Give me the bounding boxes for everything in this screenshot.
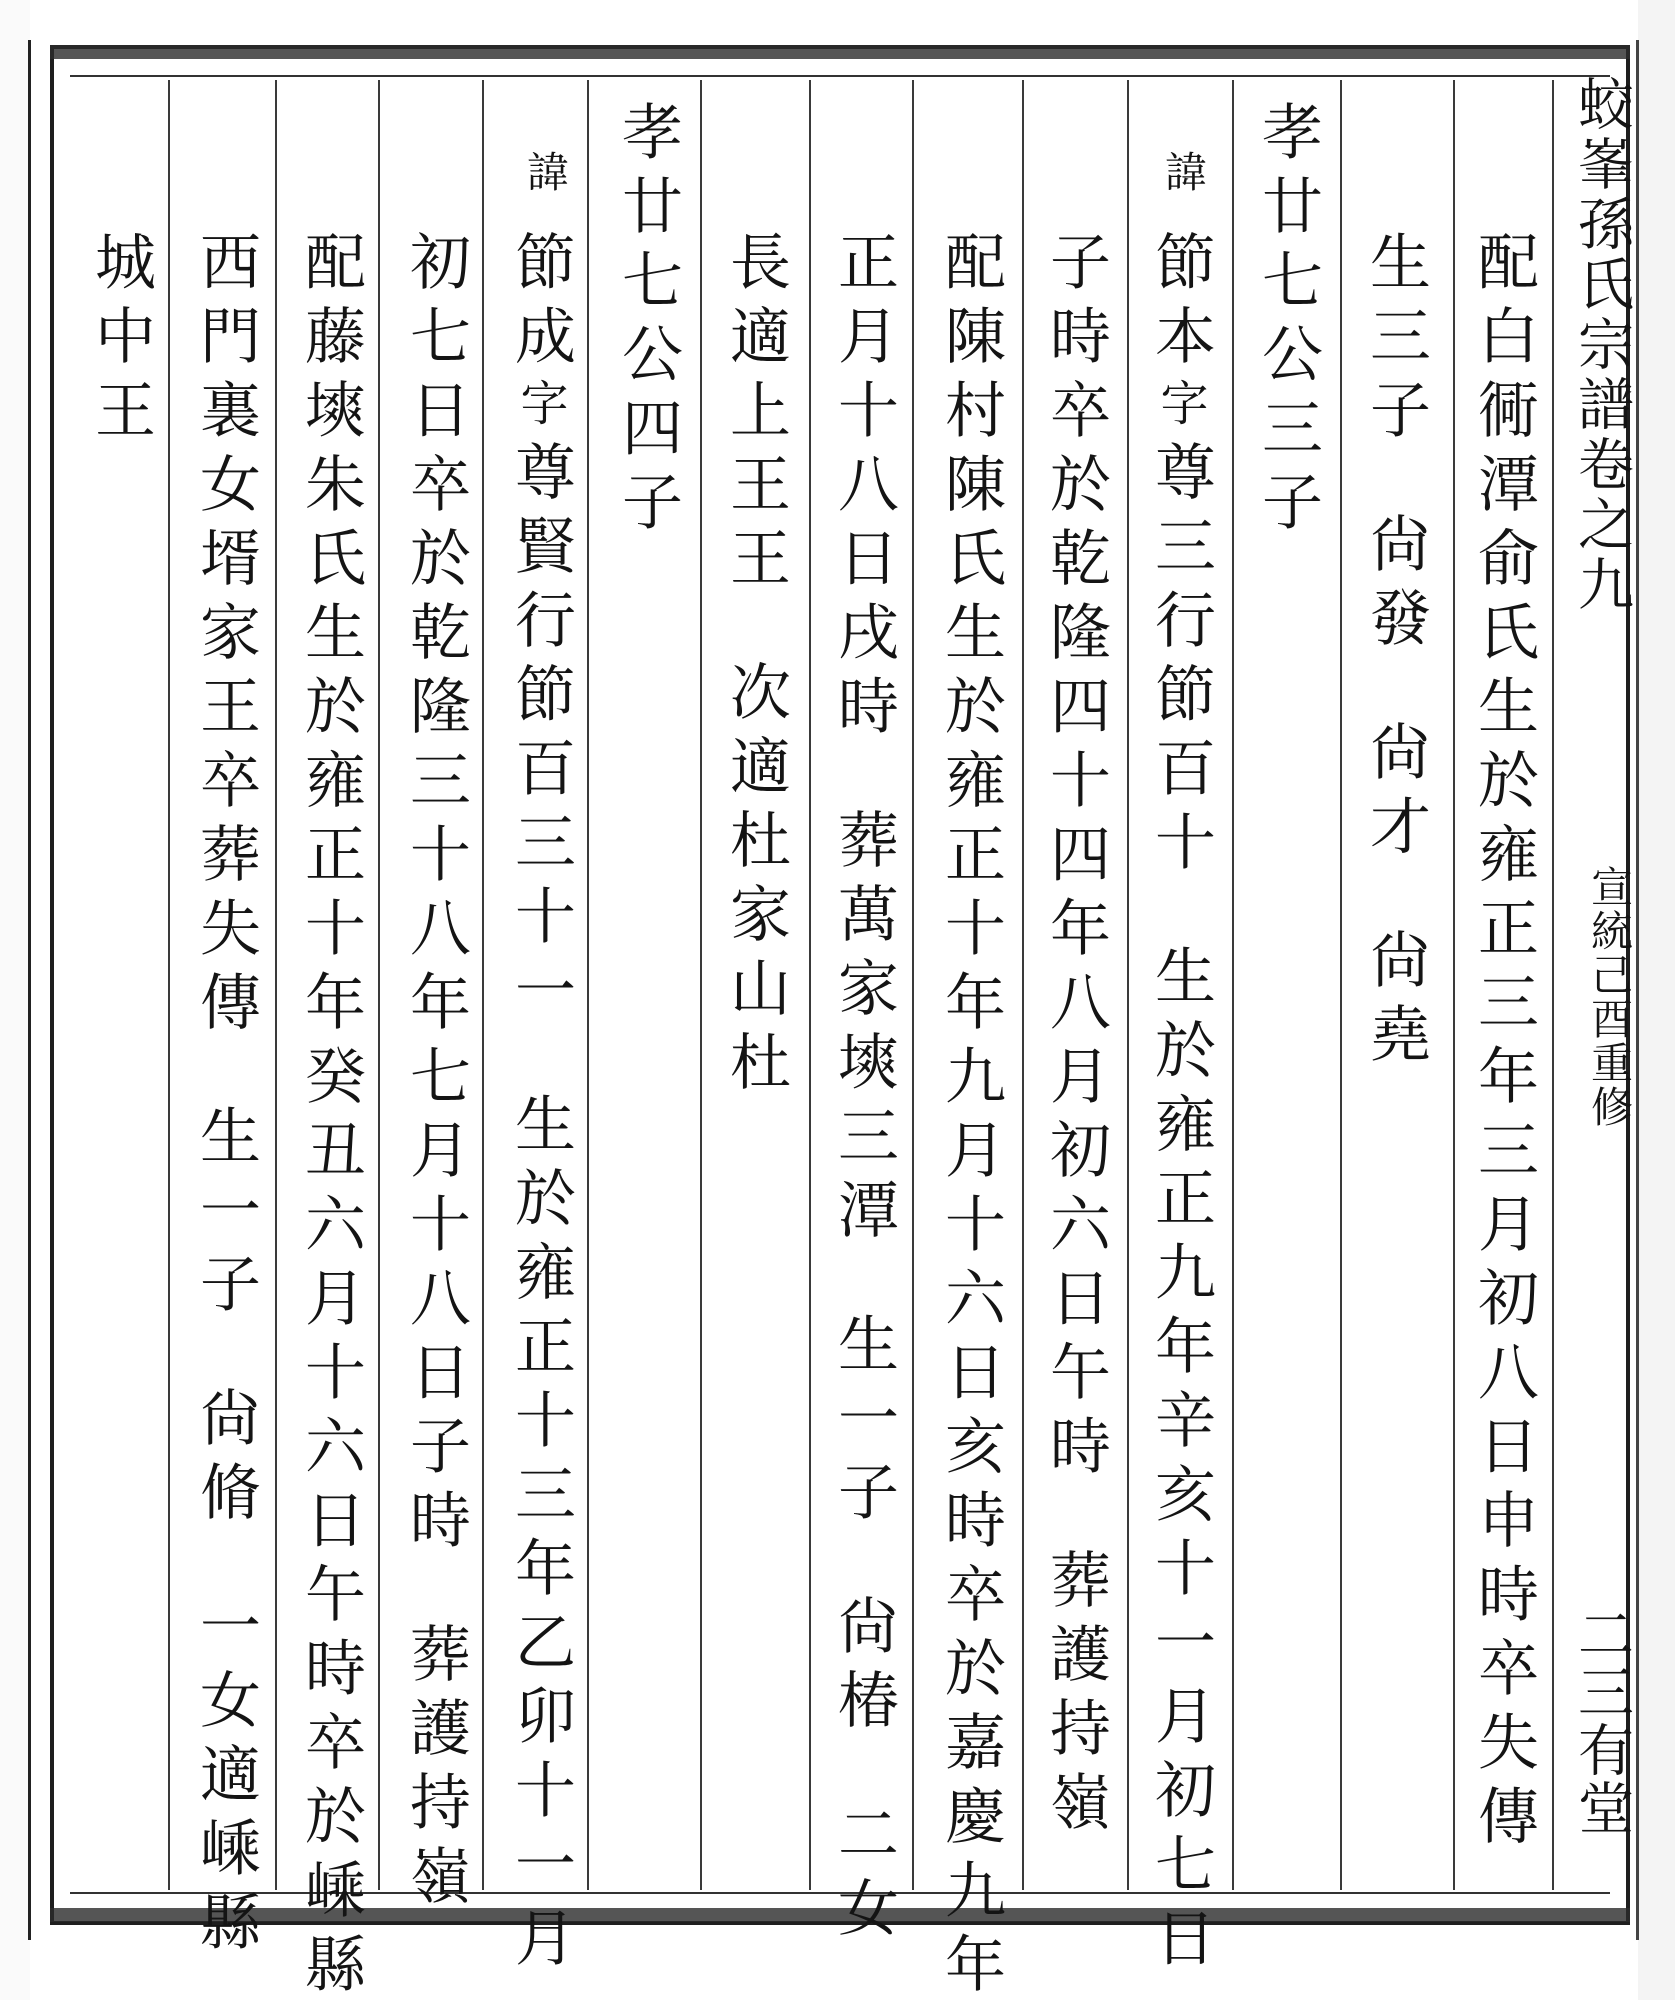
folio-label	[1566, 1605, 1636, 1837]
text-column: 配藤塽朱氏生於雍正十年癸丑六月十六日午時卒於嵊縣	[295, 230, 366, 2006]
child-name: 尙才	[1360, 720, 1431, 868]
column-rule	[482, 80, 484, 1890]
text-segment: 長適上王王	[720, 230, 791, 600]
book-title-text: 蛟峯孫氏宗譜	[1569, 75, 1634, 435]
column-rule	[275, 80, 277, 1890]
column-rule	[378, 80, 380, 1890]
top-border	[50, 45, 1630, 59]
text-segment: 生一子	[828, 1312, 899, 1534]
text-segment: 西門裏女壻家王卒葬失傳	[190, 230, 261, 1044]
courtesy-marker: 字	[1152, 378, 1208, 440]
text-column	[510, 150, 580, 198]
taboo-name-marker: 諱	[521, 150, 570, 198]
text-segment: 正月十八日戌時	[828, 230, 899, 748]
text-column	[720, 230, 790, 1104]
taboo-name-marker: 諱	[1159, 150, 1208, 198]
page-edge-line	[1636, 40, 1639, 1940]
given-name: 節本	[1145, 230, 1216, 378]
column-rule	[168, 80, 170, 1890]
margin-strip	[1560, 75, 1634, 1895]
text-column	[1148, 150, 1218, 198]
given-name: 節成	[505, 230, 576, 378]
column-rule	[587, 80, 589, 1890]
burial-place: 葬萬家塽三潭	[828, 808, 899, 1252]
column-rule	[1232, 80, 1234, 1890]
text-column	[505, 230, 575, 1980]
folio-number: 二	[1569, 1605, 1634, 1663]
child-name: 尙椿	[828, 1594, 899, 1742]
text-segment: 生三子	[1360, 230, 1431, 452]
column-rule	[809, 80, 811, 1890]
text-segment: 初七日卒於乾隆三十八年七月十八日子時	[400, 230, 471, 1562]
courtesy-marker: 字	[512, 378, 568, 440]
column-rule	[1127, 80, 1129, 1890]
column-rule	[1453, 80, 1455, 1890]
page-edge	[1638, 0, 1675, 2000]
text-column	[190, 230, 260, 1964]
edition-label: 宣統己酉重修	[1585, 865, 1634, 1129]
column-rule	[1022, 80, 1024, 1890]
page-spine	[0, 0, 30, 2000]
text-segment: 生於雍正十三年乙卯十一月	[505, 1092, 576, 1980]
burial-place: 葬護持嶺	[400, 1622, 471, 1918]
inner-top-rule	[70, 75, 1610, 77]
text-segment: 次適杜家山杜	[720, 660, 791, 1104]
text-segment: 生於雍正九年辛亥十一月初七日	[1145, 944, 1216, 1980]
text-column	[1040, 230, 1110, 1844]
child-name: 尙堯	[1360, 928, 1431, 1076]
hall-name: 三有堂	[1569, 1663, 1634, 1837]
column-rule	[1340, 80, 1342, 1890]
column-rule	[1552, 80, 1554, 1890]
section-heading: 孝廿七公四子	[612, 100, 683, 544]
volume-label: 卷之九	[1569, 435, 1634, 615]
text-column: 配白衕潭俞氏生於雍正三年三月初八日申時卒失傳	[1468, 230, 1539, 1858]
text-column	[1145, 230, 1215, 1980]
text-column	[400, 230, 470, 1918]
text-column	[828, 230, 898, 1950]
child-name: 尙發	[1360, 512, 1431, 660]
spine-line	[28, 40, 31, 1940]
child-name: 尙脩	[190, 1386, 261, 1534]
text-segment: 一女適嵊縣	[190, 1594, 261, 1964]
book-title	[1566, 75, 1636, 615]
text-segment: 生一子	[190, 1104, 261, 1326]
text-column	[1360, 230, 1430, 1076]
text-segment: 尊三行節百十	[1145, 440, 1216, 884]
text-segment: 二女	[828, 1802, 899, 1950]
section-heading: 孝廿七公三子	[1252, 100, 1323, 544]
column-rule	[700, 80, 702, 1890]
column-rule	[912, 80, 914, 1890]
text-column: 城中王	[85, 230, 156, 452]
text-segment: 尊賢行節百三十一	[505, 440, 576, 1032]
text-segment: 子時卒於乾隆四十四年八月初六日午時	[1040, 230, 1111, 1488]
text-column: 配陳村陳氏生於雍正十年九月十六日亥時卒於嘉慶九年	[935, 230, 1006, 2006]
burial-place: 葬護持嶺	[1040, 1548, 1111, 1844]
